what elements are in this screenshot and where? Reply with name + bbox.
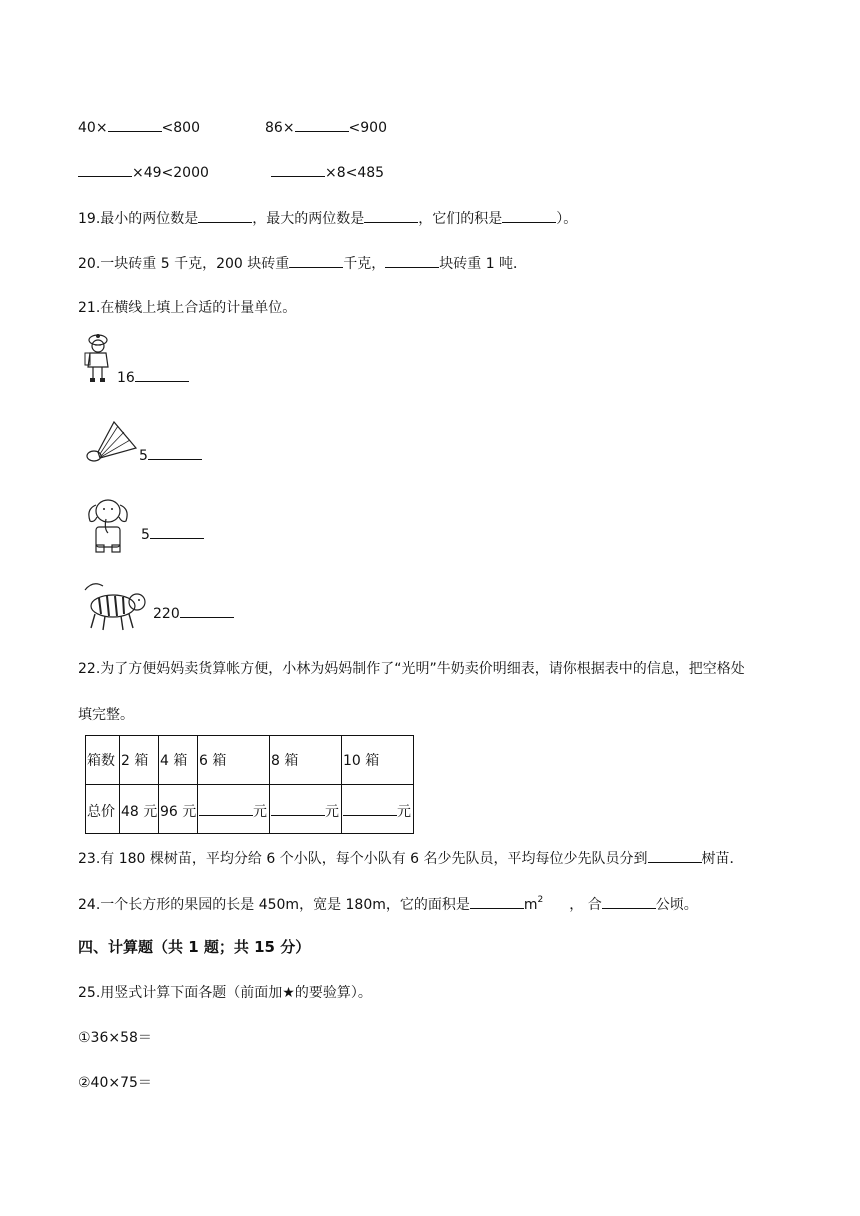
- table-cell: 元: [198, 785, 270, 834]
- q18-line-1: 40× <800: [78, 117, 200, 138]
- q18-line-2: ×49<2000: [78, 162, 209, 183]
- q25-item-1: ①36×58＝: [78, 1030, 152, 1046]
- answer-blank[interactable]: [343, 801, 397, 816]
- question-23: 23.有 180 棵树苗，平均分给 6 个小队，每个小队有 6 名少先队员，平均每位少先队员分到 树苗．: [78, 848, 744, 869]
- q21-item-elephant: 5: [141, 524, 204, 545]
- shuttlecock-icon: [84, 418, 140, 464]
- answer-blank[interactable]: [364, 208, 418, 223]
- answer-blank[interactable]: [78, 162, 132, 177]
- answer-blank[interactable]: [198, 208, 252, 223]
- answer-blank[interactable]: [502, 208, 556, 223]
- table-cell: 元: [342, 785, 414, 834]
- q25-item-2: ②40×75＝: [78, 1075, 152, 1091]
- price-table: [85, 735, 414, 834]
- table-cell: 96 元: [159, 785, 198, 834]
- table-row: [86, 785, 414, 834]
- table-cell: 6 箱: [198, 736, 270, 785]
- question-25-title: 25.用竖式计算下面各题（前面加★的要验算）。: [78, 985, 372, 1001]
- answer-blank[interactable]: [289, 253, 343, 268]
- answer-blank[interactable]: [180, 603, 234, 618]
- question-24: 24.一个长方形的果园的长是 450m，宽是 180m，它的面积是 $m^2$ ， 合 公顷。: [78, 895, 698, 913]
- table-cell: 2 箱: [120, 736, 159, 785]
- table-cell: 8 箱: [270, 736, 342, 785]
- q21-item-tiger: 220: [153, 603, 234, 624]
- table-cell: 48 元: [120, 785, 159, 834]
- tiger-icon: [79, 578, 149, 634]
- answer-blank[interactable]: [135, 367, 189, 382]
- question-20: 20.一块砖重 5 千克，200 块砖重 千克， 块砖重 1 吨．: [78, 253, 527, 274]
- answer-blank[interactable]: [295, 117, 349, 132]
- table-cell: 4 箱: [159, 736, 198, 785]
- question-22-line-2: 填完整。: [78, 707, 134, 723]
- answer-blank[interactable]: [470, 894, 524, 909]
- q21-item-girl: 16: [117, 367, 189, 388]
- answer-blank[interactable]: [385, 253, 439, 268]
- table-row: [86, 736, 414, 785]
- elephant-icon: [84, 493, 132, 555]
- question-19: 19.最小的两位数是 ，最大的两位数是 ，它们的积是 ）。: [78, 208, 577, 229]
- table-cell: 10 箱: [342, 736, 414, 785]
- girl-icon: [80, 333, 116, 385]
- question-22-line-1: 22.为了方便妈妈卖货算帐方便，小林为妈妈制作了“光明”牛奶卖价明细表，请你根据表中的信息，把空格处: [78, 661, 745, 677]
- q18-line-1b: 86× <900: [265, 117, 387, 138]
- answer-blank[interactable]: [271, 162, 325, 177]
- answer-blank[interactable]: [648, 848, 702, 863]
- section-heading: 四、计算题（共 1 题；共 15 分）: [78, 938, 311, 956]
- table-cell: 箱数: [86, 736, 120, 785]
- q21-item-shuttlecock: 5: [139, 445, 202, 466]
- answer-blank[interactable]: [602, 894, 656, 909]
- answer-blank[interactable]: [271, 801, 325, 816]
- table-cell: 总价: [86, 785, 120, 834]
- answer-blank[interactable]: [108, 117, 162, 132]
- answer-blank[interactable]: [150, 524, 204, 539]
- question-21-title: 21.在横线上填上合适的计量单位。: [78, 300, 297, 316]
- answer-blank[interactable]: [199, 801, 253, 816]
- table-cell: 元: [270, 785, 342, 834]
- answer-blank[interactable]: [148, 445, 202, 460]
- q18-line-2b: ×8<485: [271, 162, 384, 183]
